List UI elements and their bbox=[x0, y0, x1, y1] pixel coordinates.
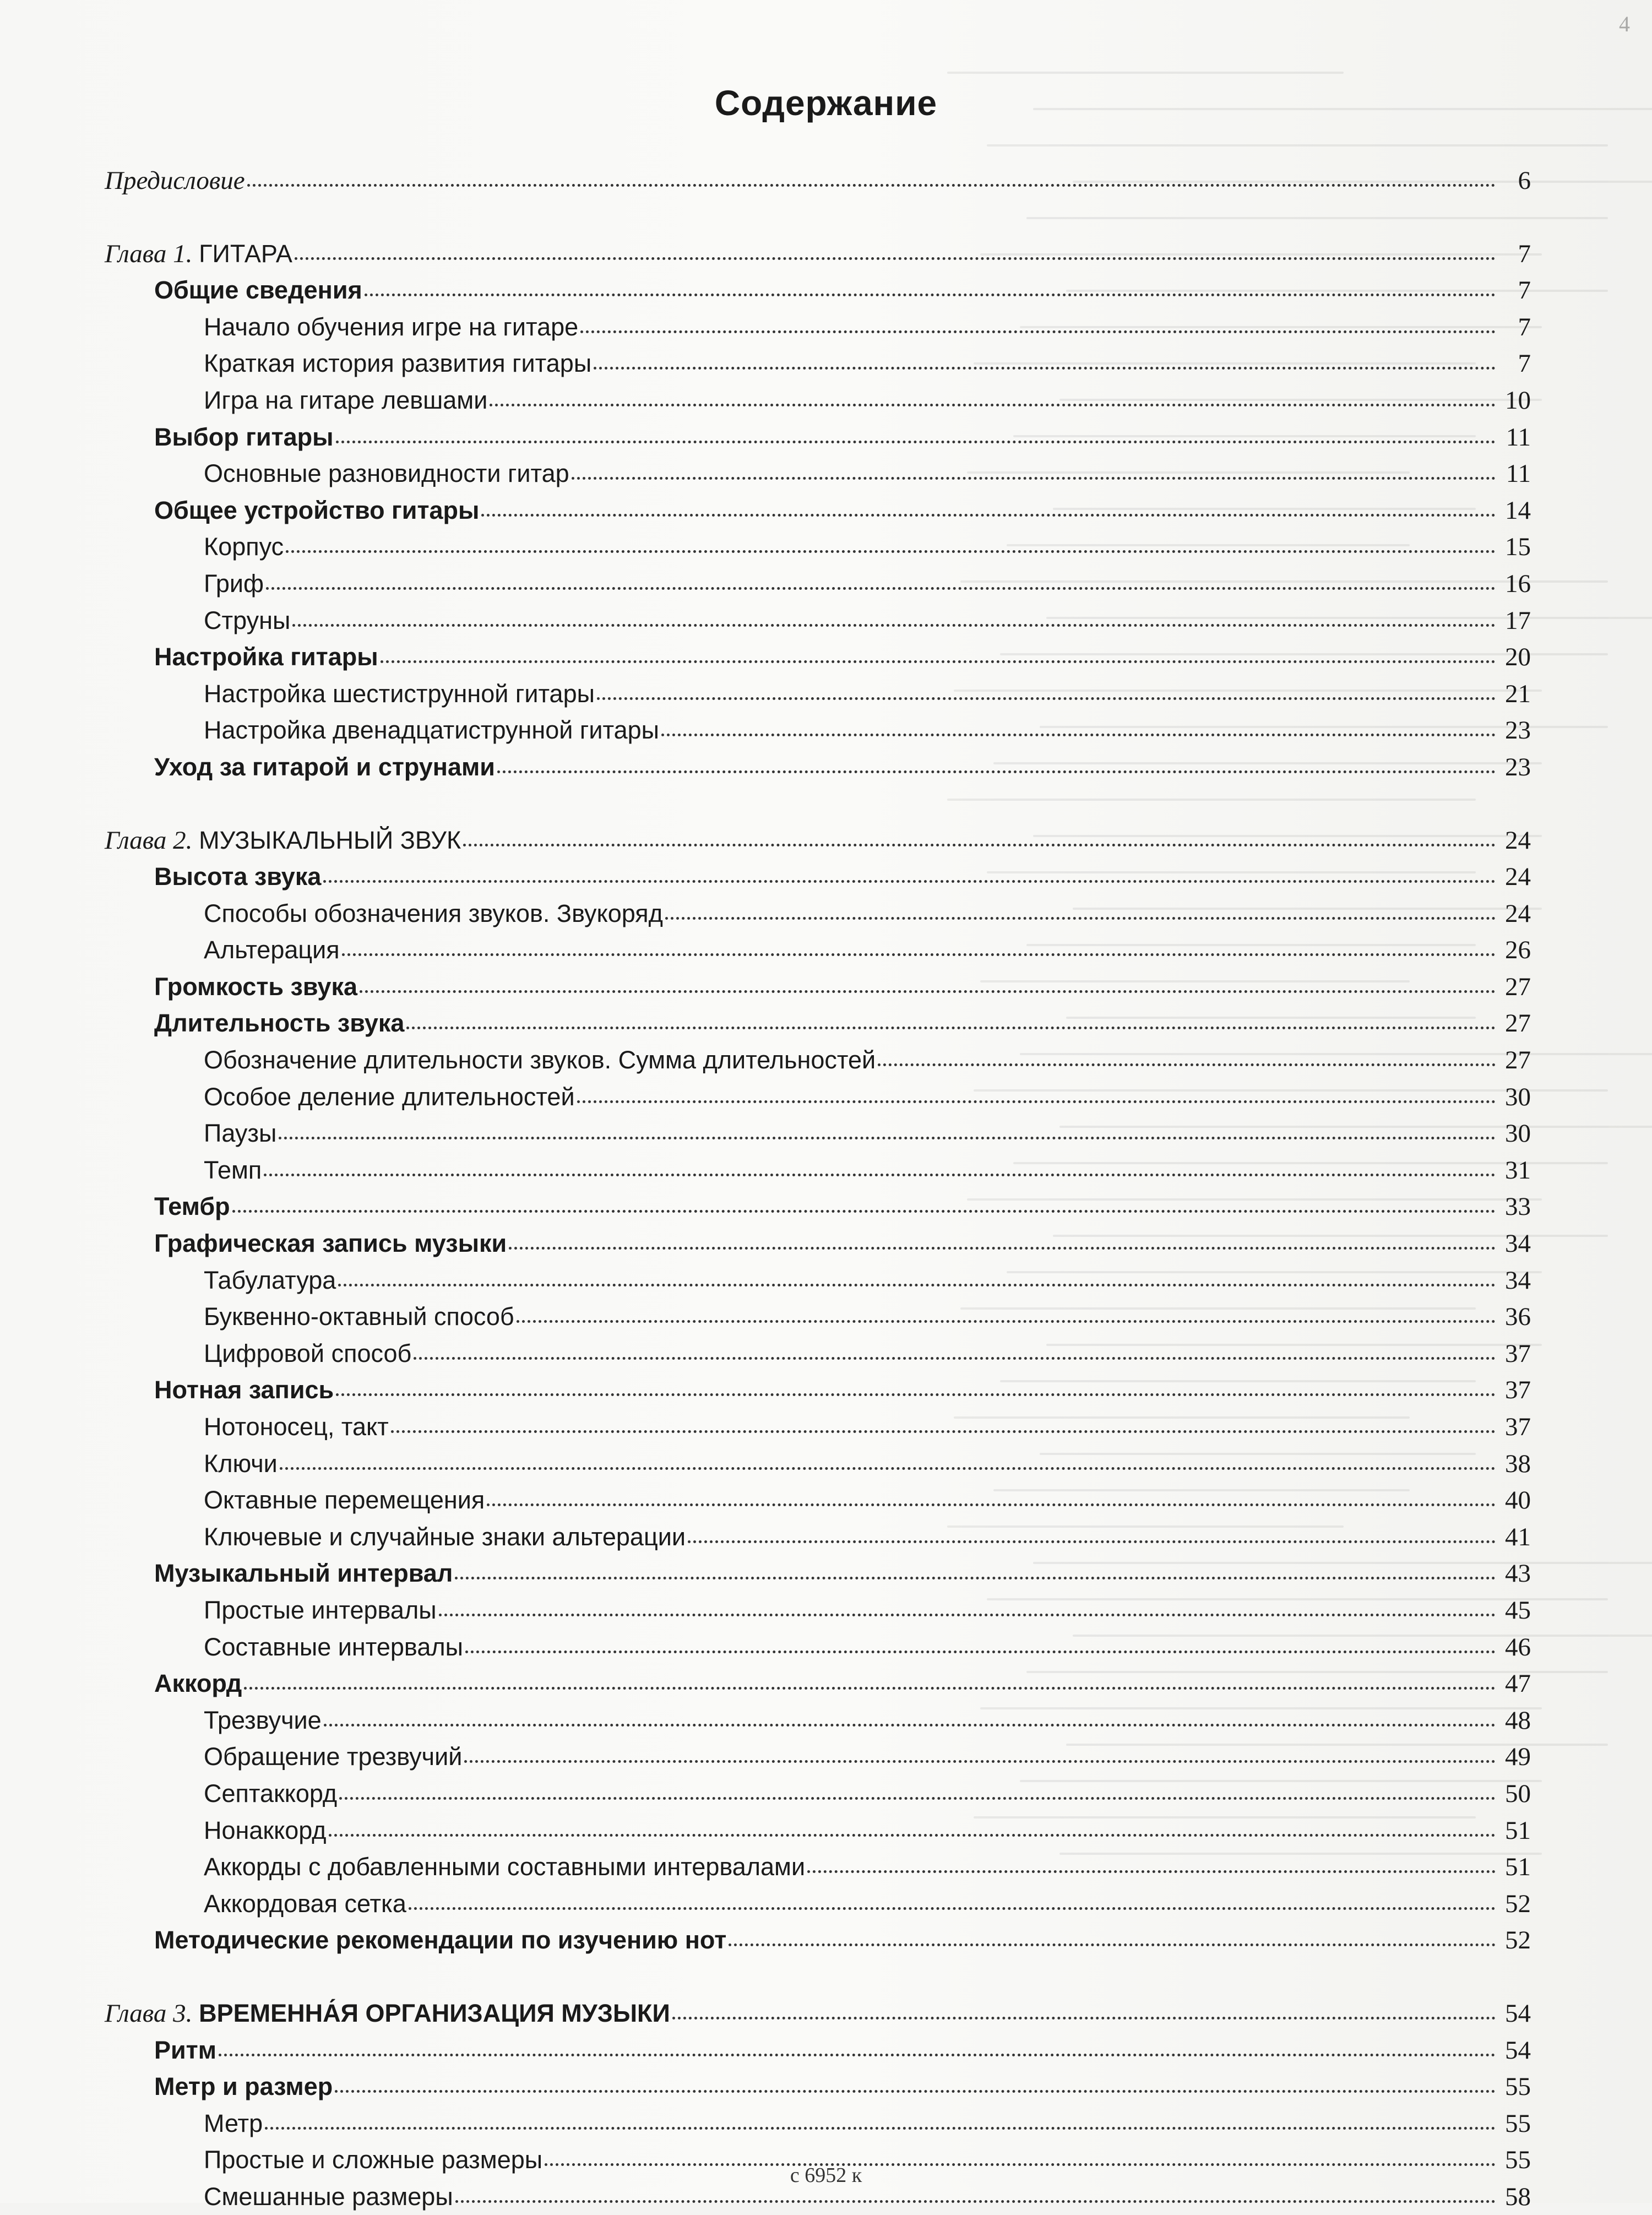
dot-leader bbox=[572, 477, 1496, 480]
toc-subsection bbox=[105, 382, 1531, 419]
toc-page-number: 55 bbox=[1505, 2109, 1531, 2138]
toc-section bbox=[105, 859, 1531, 895]
toc-page-number: 16 bbox=[1505, 569, 1531, 598]
toc-section bbox=[105, 2069, 1531, 2105]
dot-leader bbox=[279, 1137, 1496, 1139]
toc-page-number: 10 bbox=[1505, 386, 1531, 415]
toc-page-number: 43 bbox=[1505, 1559, 1531, 1588]
toc-page-number: 7 bbox=[1518, 349, 1531, 378]
dot-leader bbox=[414, 1357, 1496, 1360]
toc-page-number: 7 bbox=[1518, 312, 1531, 341]
dot-leader bbox=[661, 734, 1496, 736]
toc-page-number: 30 bbox=[1505, 1082, 1531, 1111]
dot-leader bbox=[577, 1100, 1496, 1103]
toc-page-number: 27 bbox=[1505, 1009, 1531, 1038]
toc-subsection bbox=[105, 676, 1531, 713]
toc-section bbox=[105, 749, 1531, 786]
toc-subsection bbox=[105, 1702, 1531, 1739]
toc-chapter bbox=[105, 236, 1531, 273]
dot-leader bbox=[509, 1247, 1496, 1250]
toc-entry-title: Составные интервалы bbox=[204, 1632, 463, 1661]
dot-leader bbox=[409, 1907, 1496, 1910]
toc-section bbox=[105, 1665, 1531, 1702]
toc-page-number: 37 bbox=[1505, 1413, 1531, 1441]
dot-leader bbox=[247, 184, 1496, 187]
toc-subsection bbox=[105, 566, 1531, 602]
toc-entry-title: Длительность звука bbox=[154, 1009, 405, 1038]
toc-page-number: 58 bbox=[1505, 2182, 1531, 2211]
toc-entry-title: Особое деление длительностей bbox=[204, 1082, 575, 1111]
toc-entry-title: Основные разновидности гитар bbox=[204, 459, 569, 488]
toc-page-number: 55 bbox=[1505, 2072, 1531, 2102]
toc-page-number: 23 bbox=[1505, 716, 1531, 745]
dot-leader bbox=[264, 1174, 1496, 1176]
dot-leader bbox=[672, 2017, 1496, 2019]
chapter-label: Глава 3. bbox=[105, 1999, 193, 2028]
toc-page-number: 14 bbox=[1505, 496, 1531, 525]
toc-page-number: 33 bbox=[1505, 1192, 1531, 1221]
toc-section bbox=[105, 492, 1531, 529]
toc-entry-title: Тембр bbox=[154, 1192, 230, 1221]
dot-leader bbox=[339, 1797, 1496, 1800]
dot-leader bbox=[360, 990, 1496, 993]
toc-chapter-title bbox=[105, 1995, 670, 2032]
toc-gap bbox=[105, 199, 1531, 236]
toc-page-number: 47 bbox=[1505, 1669, 1531, 1698]
toc-page-number: 45 bbox=[1505, 1595, 1531, 1625]
toc-entry-title: Септаккорд bbox=[204, 1779, 338, 1807]
footer-note: с 6952 к bbox=[790, 2164, 862, 2187]
toc-page-number: 11 bbox=[1506, 422, 1531, 452]
toc-page-number: 17 bbox=[1505, 606, 1531, 635]
toc-section bbox=[105, 639, 1531, 676]
toc-entry-title: Трезвучие bbox=[204, 1706, 322, 1734]
toc-section bbox=[105, 1188, 1531, 1225]
dot-leader bbox=[280, 1467, 1496, 1470]
toc-subsection bbox=[105, 1152, 1531, 1189]
toc-subsection bbox=[105, 1629, 1531, 1666]
dot-leader bbox=[336, 1393, 1496, 1396]
dot-leader bbox=[490, 404, 1496, 406]
toc-subsection bbox=[105, 1115, 1531, 1152]
toc-entry-title: Аккорды с добавленными составными интервалами bbox=[204, 1853, 806, 1881]
dot-leader bbox=[336, 441, 1496, 443]
toc-page-number: 21 bbox=[1505, 679, 1531, 708]
toc-section bbox=[105, 1555, 1531, 1592]
toc-entry-title: Ключевые и случайные знаки альтерации bbox=[204, 1522, 686, 1551]
dot-leader bbox=[295, 257, 1496, 260]
toc-subsection bbox=[105, 1482, 1531, 1519]
toc-subsection bbox=[105, 529, 1531, 566]
toc-entry-title: Выбор гитары bbox=[154, 422, 334, 451]
toc-entry-title: Высота звука bbox=[154, 862, 322, 891]
dot-leader bbox=[219, 2054, 1496, 2056]
dot-leader bbox=[455, 1577, 1496, 1579]
toc-entry-title: Ритм bbox=[154, 2035, 217, 2064]
toc-page-number: 52 bbox=[1505, 1889, 1531, 1918]
dot-leader bbox=[878, 1063, 1496, 1066]
toc-page-number: 55 bbox=[1505, 2146, 1531, 2175]
page-title: Содержание bbox=[714, 83, 938, 123]
dot-leader bbox=[338, 1284, 1496, 1286]
chapter-name: ВРЕМЕННА́Я ОРГАНИЗАЦИЯ МУЗЫКИ bbox=[199, 1999, 670, 2027]
toc-entry-title: Цифровой способ bbox=[204, 1339, 412, 1367]
toc-subsection bbox=[105, 1886, 1531, 1923]
toc-page-number: 24 bbox=[1505, 862, 1531, 892]
toc-entry-title: Паузы bbox=[204, 1119, 277, 1148]
dot-leader bbox=[381, 660, 1496, 663]
toc-page-number: 37 bbox=[1505, 1376, 1531, 1405]
toc-entry-title: Нотоносец, такт bbox=[204, 1413, 389, 1441]
toc-subsection bbox=[105, 309, 1531, 346]
toc-entry-title: Обозначение длительности звуков. Сумма длительностей bbox=[204, 1046, 876, 1074]
toc-section bbox=[105, 1005, 1531, 1042]
toc-page-number: 51 bbox=[1505, 1816, 1531, 1845]
dot-leader bbox=[439, 1614, 1496, 1616]
table-of-contents bbox=[105, 162, 1531, 2215]
chapter-name: МУЗЫКАЛЬНЫЙ ЗВУК bbox=[199, 826, 461, 854]
toc-entry-title: Общее устройство гитары bbox=[154, 496, 480, 524]
toc-entry-title: Громкость звука bbox=[154, 972, 358, 1001]
toc-entry-title: Уход за гитарой и струнами bbox=[154, 752, 495, 781]
toc-page-number: 37 bbox=[1505, 1339, 1531, 1368]
toc-page-number: 34 bbox=[1505, 1229, 1531, 1258]
toc-entry-title: Настройка гитары bbox=[154, 643, 378, 671]
toc-preface bbox=[105, 162, 1531, 199]
dot-leader bbox=[463, 844, 1496, 846]
dot-leader bbox=[481, 514, 1496, 517]
dot-leader bbox=[497, 770, 1496, 773]
toc-page-number: 11 bbox=[1506, 459, 1531, 488]
toc-subsection bbox=[105, 1299, 1531, 1335]
toc-chapter bbox=[105, 822, 1531, 859]
toc-entry-title: Табулатура bbox=[204, 1266, 336, 1294]
dot-leader bbox=[265, 2127, 1496, 2130]
toc-page-number: 6 bbox=[1518, 166, 1531, 195]
dot-leader bbox=[391, 1430, 1496, 1433]
toc-entry-title: Предисловие bbox=[105, 166, 245, 195]
toc-subsection bbox=[105, 1446, 1531, 1483]
toc-entry-title: Ключи bbox=[204, 1449, 278, 1478]
dot-leader bbox=[335, 2090, 1496, 2093]
toc-entry-title: Обращение трезвучий bbox=[204, 1742, 463, 1771]
toc-entry-title: Нотная запись bbox=[154, 1376, 334, 1404]
toc-entry-title: Простые интервалы bbox=[204, 1595, 437, 1624]
toc-entry-title: Аккордовая сетка bbox=[204, 1889, 406, 1918]
toc-chapter-title bbox=[105, 822, 461, 859]
dot-leader bbox=[594, 367, 1496, 370]
toc-section bbox=[105, 969, 1531, 1006]
toc-page-number: 50 bbox=[1505, 1779, 1531, 1808]
toc-page-number: 34 bbox=[1505, 1266, 1531, 1295]
toc-entry-title: Музыкальный интервал bbox=[154, 1559, 453, 1588]
toc-entry-title: Простые и сложные размеры bbox=[204, 2146, 543, 2174]
toc-page-number: 31 bbox=[1505, 1155, 1531, 1185]
toc-page-number: 48 bbox=[1505, 1706, 1531, 1735]
toc-chapter-title bbox=[105, 236, 292, 273]
toc-page-number: 7 bbox=[1518, 239, 1531, 268]
toc-page-number: 24 bbox=[1505, 899, 1531, 928]
dot-leader bbox=[406, 1027, 1496, 1029]
dot-leader bbox=[266, 587, 1496, 590]
toc-subsection bbox=[105, 2105, 1531, 2142]
toc-subsection bbox=[105, 1739, 1531, 1776]
toc-subsection bbox=[105, 1409, 1531, 1446]
dot-leader bbox=[329, 1834, 1496, 1837]
toc-page-number: 7 bbox=[1518, 276, 1531, 305]
toc-page-number: 27 bbox=[1505, 1046, 1531, 1075]
toc-page-number: 46 bbox=[1505, 1632, 1531, 1662]
toc-subsection bbox=[105, 345, 1531, 382]
dot-leader bbox=[455, 2200, 1496, 2203]
dot-leader bbox=[665, 917, 1496, 920]
toc-subsection bbox=[105, 1042, 1531, 1079]
toc-entry-title: Темп bbox=[204, 1155, 262, 1184]
corner-page-mark: 4 bbox=[1619, 12, 1630, 36]
toc-page-number: 49 bbox=[1505, 1742, 1531, 1772]
ghost-line bbox=[987, 144, 1608, 146]
toc-entry-title: Способы обозначения звуков. Звукоряд bbox=[204, 899, 663, 927]
toc-page-number: 26 bbox=[1505, 936, 1531, 965]
toc-subsection bbox=[105, 932, 1531, 969]
toc-subsection bbox=[105, 895, 1531, 932]
toc-subsection bbox=[105, 1335, 1531, 1372]
toc-page-number: 30 bbox=[1505, 1119, 1531, 1148]
toc-entry-title: Краткая история развития гитары bbox=[204, 349, 592, 378]
chapter-label: Глава 1. bbox=[105, 239, 193, 268]
dot-leader bbox=[487, 1503, 1496, 1506]
toc-gap bbox=[105, 786, 1531, 822]
dot-leader bbox=[807, 1870, 1496, 1873]
dot-leader bbox=[323, 880, 1496, 883]
dot-leader bbox=[464, 1760, 1496, 1763]
toc-page-number: 15 bbox=[1505, 533, 1531, 562]
toc-entry-title: Октавные перемещения bbox=[204, 1486, 485, 1514]
toc-section bbox=[105, 419, 1531, 456]
toc-entry-title: Методические рекомендации по изучению нот bbox=[154, 1926, 727, 1955]
dot-leader bbox=[232, 1210, 1496, 1213]
toc-entry-title: Графическая запись музыки bbox=[154, 1229, 507, 1258]
dot-leader bbox=[465, 1651, 1496, 1653]
toc-section bbox=[105, 272, 1531, 309]
ghost-line bbox=[947, 72, 1344, 74]
toc-page-number: 52 bbox=[1505, 1926, 1531, 1955]
toc-subsection bbox=[105, 1776, 1531, 1812]
toc-subsection bbox=[105, 602, 1531, 639]
toc-page-number: 40 bbox=[1505, 1486, 1531, 1515]
dot-leader bbox=[342, 953, 1496, 956]
toc-section bbox=[105, 1225, 1531, 1262]
toc-entry-title: Корпус bbox=[204, 533, 284, 561]
dot-leader bbox=[365, 294, 1496, 296]
dot-leader bbox=[517, 1320, 1496, 1323]
dot-leader bbox=[286, 550, 1496, 553]
toc-subsection bbox=[105, 1262, 1531, 1299]
toc-page-number: 20 bbox=[1505, 643, 1531, 672]
toc-page-number: 27 bbox=[1505, 972, 1531, 1001]
toc-entry-title: Буквенно-октавный способ bbox=[204, 1302, 514, 1331]
toc-subsection bbox=[105, 455, 1531, 492]
toc-page-number: 54 bbox=[1505, 1999, 1531, 2028]
toc-subsection bbox=[105, 712, 1531, 749]
toc-subsection bbox=[105, 1849, 1531, 1886]
toc-page-number: 41 bbox=[1505, 1522, 1531, 1551]
dot-leader bbox=[597, 697, 1496, 700]
toc-subsection bbox=[105, 1079, 1531, 1116]
chapter-label: Глава 2. bbox=[105, 826, 193, 855]
dot-leader bbox=[244, 1687, 1496, 1690]
toc-page-number: 23 bbox=[1505, 752, 1531, 781]
toc-page-number: 51 bbox=[1505, 1853, 1531, 1882]
dot-leader bbox=[324, 1724, 1496, 1727]
toc-section bbox=[105, 2032, 1531, 2069]
toc-entry-title: Аккорд bbox=[154, 1669, 242, 1698]
toc-entry-title: Начало обучения игре на гитаре bbox=[204, 312, 579, 341]
dot-leader bbox=[688, 1540, 1496, 1543]
toc-entry-title: Настройка двенадцатиструнной гитары bbox=[204, 716, 659, 745]
toc-subsection bbox=[105, 1519, 1531, 1556]
toc-subsection bbox=[105, 1812, 1531, 1849]
toc-subsection bbox=[105, 1592, 1531, 1629]
toc-chapter bbox=[105, 1995, 1531, 2032]
toc-gap bbox=[105, 1959, 1531, 1995]
dot-leader bbox=[729, 1943, 1496, 1946]
toc-entry-title: Нонаккорд bbox=[204, 1816, 327, 1844]
toc-entry-title: Гриф bbox=[204, 569, 264, 598]
toc-entry-title: Метр и размер bbox=[154, 2072, 333, 2101]
dot-leader bbox=[580, 330, 1496, 333]
toc-entry-title: Струны bbox=[204, 606, 291, 634]
chapter-name: ГИТАРА bbox=[199, 239, 292, 268]
dot-leader bbox=[292, 624, 1496, 627]
toc-section bbox=[105, 1922, 1531, 1959]
toc-entry-title: Смешанные размеры bbox=[204, 2182, 453, 2211]
toc-entry-title: Метр bbox=[204, 2109, 263, 2137]
toc-page-number: 38 bbox=[1505, 1449, 1531, 1478]
toc-page-number: 36 bbox=[1505, 1302, 1531, 1332]
toc-section bbox=[105, 1372, 1531, 1409]
toc-page-number: 54 bbox=[1505, 2035, 1531, 2065]
toc-entry-title: Альтерация bbox=[204, 936, 340, 964]
toc-entry-title: Игра на гитаре левшами bbox=[204, 386, 488, 414]
toc-entry-title: Общие сведения bbox=[154, 276, 362, 305]
toc-entry-title: Настройка шестиструнной гитары bbox=[204, 679, 595, 708]
toc-page-number: 24 bbox=[1505, 826, 1531, 855]
